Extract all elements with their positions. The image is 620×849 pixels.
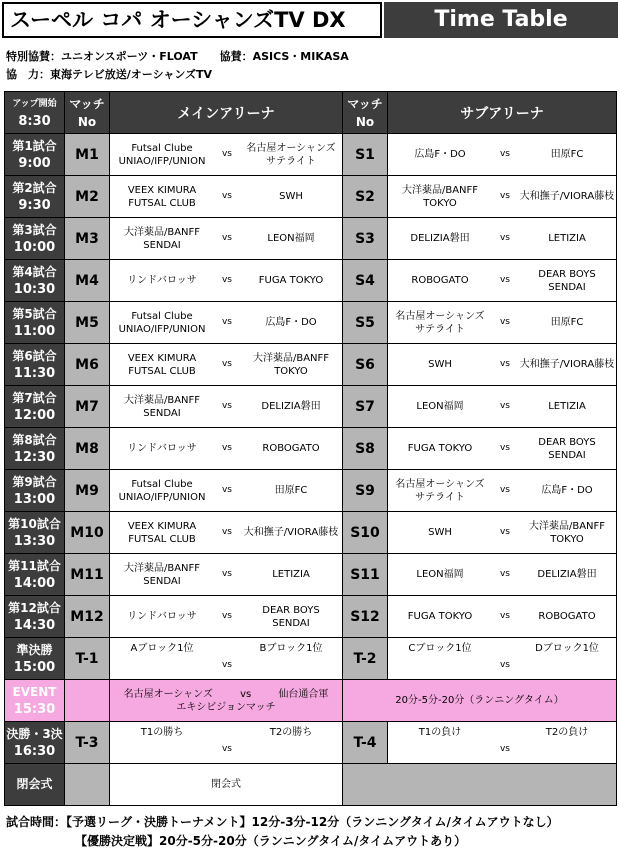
table-row [5,596,617,638]
vs-label: vs [499,275,510,285]
match-time: 9:30 [18,197,51,213]
match-cell [388,638,617,680]
match-label: 決勝・3決 [6,726,63,741]
time-cell [5,134,65,176]
team-b: T2の勝ち [269,727,313,738]
match-cell [110,302,343,344]
match-cell [388,260,617,302]
match-cell [110,596,343,638]
event-sub-cell: 20分-5分-20分（ランニングタイム） [343,680,617,722]
time-cell [5,722,65,764]
team-b: 田原FC [274,485,308,496]
match-pair [388,638,616,679]
match-time: 16:30 [13,743,56,759]
match-cell [110,554,343,596]
match-cell [110,260,343,302]
match-label: 準決勝 [16,642,53,657]
time-table-label: Time Table [384,2,618,38]
table-row [5,176,617,218]
warmup-time: 8:30 [18,113,51,129]
team-a: 大洋薬品/BANFF TOKYO [401,184,479,209]
match-time: 10:00 [13,239,56,255]
match-label: 閉会式 [16,777,53,791]
closing-row [5,764,617,806]
main-match-no: M5 [65,302,110,344]
event-no-cell [65,680,110,722]
team-a: 名古屋オーシャンズ サテライト [395,310,485,335]
time-cell [5,470,65,512]
vs-label: vs [499,401,510,411]
team-b: FUGA TOKYO [258,275,324,286]
vs-label: vs [499,149,510,159]
match-label: 第3試合 [12,222,57,237]
team-b: DELIZIA磐田 [261,401,321,412]
team-b: DEAR BOYS SENDAI [262,604,320,629]
match-cell [110,470,343,512]
time-cell [5,176,65,218]
team-a: SWH [428,527,452,538]
vs-label: vs [221,569,232,579]
match-time: 13:00 [13,491,56,507]
vs-label: vs [499,191,510,201]
match-no-label: マッチ [69,96,105,111]
match-pair [388,386,616,427]
match-label: 第2試合 [12,180,57,195]
event-teams [110,688,342,701]
schedule-table [4,91,617,806]
team-a: DELIZIA磐田 [410,233,470,244]
match-pair [110,554,342,595]
main-match-no: T-1 [65,638,110,680]
table-row [5,134,617,176]
match-time: 9:00 [18,155,51,171]
match-pair [110,512,342,553]
match-pair [110,722,342,763]
match-cell [388,386,617,428]
match-time: 10:30 [13,281,56,297]
team-a: 大洋薬品/BANFF SENDAI [123,226,201,251]
team-b: 広島F・DO [541,485,593,496]
match-pair [110,176,342,217]
team-a: Futsal Clube UNIAO/IFP/UNION [118,310,206,335]
team-a: Futsal Clube UNIAO/IFP/UNION [118,478,206,503]
sub-match-no: S2 [343,176,388,218]
team-b: 広島F・DO [265,317,317,328]
match-cell [388,554,617,596]
vs-label: vs [499,527,510,537]
vs-label: vs [221,359,232,369]
team-a: リンドバロッサ [127,275,197,286]
team-a: T1の勝ち [140,727,184,738]
team-a: 大洋薬品/BANFF SENDAI [123,394,201,419]
time-cell [5,428,65,470]
match-cell [388,512,617,554]
vs-label: vs [499,485,510,495]
match-label: 第5試合 [12,306,57,321]
match-cell [388,722,617,764]
team-a: 大洋薬品/BANFF SENDAI [123,562,201,587]
warmup-label: アップ開始 [12,98,57,109]
match-cell [110,218,343,260]
vs-label: vs [499,317,510,327]
main-match-no: T-3 [65,722,110,764]
main-match-no: M4 [65,260,110,302]
match-time: 14:00 [13,575,56,591]
table-row [5,470,617,512]
team-a: Cブロック1位 [408,643,472,654]
main-match-no: M2 [65,176,110,218]
team-b: LETIZIA [272,569,310,580]
team-b: Dブロック1位 [535,643,599,654]
team-b: 田原FC [550,317,584,328]
table-row [5,638,617,680]
match-cell [388,596,617,638]
main-match-no: M9 [65,470,110,512]
team-a: 広島F・DO [414,149,466,160]
event-match-cell [110,680,343,722]
vs-label: vs [221,233,232,243]
team-a: ROBOGATO [411,275,469,286]
team-b: 大和撫子/VIORA藤枝 [243,527,339,538]
page-title: スーペル コパ オーシャンズTV DX [2,2,382,38]
main-match-no: M3 [65,218,110,260]
sub-match-no: S12 [343,596,388,638]
match-pair [110,596,342,637]
team-a: 名古屋オーシャンズ [123,688,213,700]
time-cell [5,638,65,680]
match-cell [388,302,617,344]
main-arena-header: メインアリーナ [110,92,343,134]
sub-match-no: S9 [343,470,388,512]
team-a: FUGA TOKYO [407,443,473,454]
team-a: Futsal Clube UNIAO/IFP/UNION [118,142,206,167]
match-pair [110,260,342,301]
main-match-no: M8 [65,428,110,470]
vs-label: vs [221,611,232,621]
match-label: 第10試合 [8,516,61,531]
match-cell [388,176,617,218]
match-cell [388,344,617,386]
sub-match-no: T-4 [343,722,388,764]
match-cell [110,134,343,176]
team-a: VEEX KIMURA FUTSAL CLUB [127,520,197,545]
match-pair [110,428,342,469]
team-b: 仙台通合軍 [278,688,329,700]
time-cell [5,554,65,596]
match-cell [388,134,617,176]
match-no-sub: No [355,114,375,129]
vs-label: vs [221,443,232,453]
sub-match-no: S10 [343,512,388,554]
team-b: LEON福岡 [267,233,315,244]
vs-label: vs [221,149,232,159]
team-b: 大和撫子/VIORA藤枝 [519,191,615,202]
match-label: EVENT [12,684,57,699]
team-b: ROBOGATO [538,611,596,622]
sub-match-no: S7 [343,386,388,428]
sub-match-no: S11 [343,554,388,596]
match-time: 14:30 [13,617,56,633]
vs-label: vs [221,191,232,201]
match-label: 第1試合 [12,138,57,153]
match-pair [388,176,616,217]
sub-match-no: S5 [343,302,388,344]
table-row [5,512,617,554]
match-pair [110,344,342,385]
match-cell [388,470,617,512]
team-a: T1の負け [418,727,462,738]
team-b: SWH [279,191,303,202]
match-time: 12:00 [13,407,56,423]
main-match-no: M11 [65,554,110,596]
closing-no-cell [65,764,110,806]
team-b: T2の負け [545,727,589,738]
vs-label: vs [499,359,510,369]
match-pair [388,428,616,469]
team-a: LEON福岡 [416,569,464,580]
match-pair [388,554,616,595]
match-pair [388,470,616,511]
event-desc: エキシビジョンマッチ [176,701,276,713]
table-row [5,218,617,260]
team-b: 大和撫子/VIORA藤枝 [519,359,615,370]
match-pair [388,134,616,175]
team-b: ROBOGATO [262,443,320,454]
match-pair [388,512,616,553]
match-no-header-sub [343,92,388,134]
match-no-sub: No [77,114,97,129]
sub-match-no: T-2 [343,638,388,680]
vs-label: vs [499,744,510,754]
match-cell [110,428,343,470]
event-row [5,680,617,722]
table-row [5,260,617,302]
time-cell [5,386,65,428]
match-time-note: 試合時間：【予選リーグ・決勝トーナメント】12分-3分-12分（ランニングタイム/タイムアウトなし） [6,815,559,829]
team-b: 名古屋オーシャンズ サテライト [246,142,336,167]
table-row [5,554,617,596]
table-row [5,344,617,386]
table-row [5,722,617,764]
match-cell [110,386,343,428]
warmup-cell [5,92,65,134]
vs-label: vs [499,233,510,243]
vs-label: vs [221,744,232,754]
match-pair [110,638,342,679]
time-cell [5,260,65,302]
vs-label: vs [221,527,232,537]
main-match-no: M12 [65,596,110,638]
match-cell [110,344,343,386]
vs-label: vs [499,443,510,453]
team-a: SWH [428,359,452,370]
time-cell [5,512,65,554]
team-a: FUGA TOKYO [407,611,473,622]
time-cell [5,344,65,386]
vs-label: vs [221,660,232,670]
team-a: Aブロック1位 [130,643,194,654]
match-cell [110,176,343,218]
match-pair [388,218,616,259]
team-b: DELIZIA磐田 [537,569,597,580]
vs-label: vs [499,660,510,670]
main-match-no: M1 [65,134,110,176]
sub-match-no: S1 [343,134,388,176]
match-label: 第7試合 [12,390,57,405]
team-a: リンドバロッサ [127,611,197,622]
table-header-row [5,92,617,134]
match-pair [110,386,342,427]
match-pair [110,218,342,259]
match-pair [110,134,342,175]
vs-label: vs [499,611,510,621]
match-time: 13:30 [13,533,56,549]
match-cell [110,722,343,764]
header [0,0,620,40]
closing-empty-cell [343,764,617,806]
team-b: LETIZIA [548,233,586,244]
table-row [5,302,617,344]
match-label: 第4試合 [12,264,57,279]
match-time: 12:30 [13,449,56,465]
match-pair [388,596,616,637]
team-b: DEAR BOYS SENDAI [538,268,596,293]
match-label: 第12試合 [8,600,61,615]
sub-match-no: S4 [343,260,388,302]
team-b: 大洋薬品/BANFF TOKYO [252,352,330,377]
main-match-no: M6 [65,344,110,386]
match-cell [388,428,617,470]
vs-label: vs [221,317,232,327]
closing-ceremony: 閉会式 [110,764,343,806]
sub-match-no: S8 [343,428,388,470]
match-pair [388,302,616,343]
match-time: 11:00 [13,323,56,339]
sub-match-no: S6 [343,344,388,386]
match-no-label: マッチ [347,96,383,111]
vs-label: vs [221,401,232,411]
team-a: リンドバロッサ [127,443,197,454]
match-pair [388,344,616,385]
vs-label: vs [240,688,252,700]
team-a: 名古屋オーシャンズ サテライト [395,478,485,503]
final-time-note: 【優勝決定戦】20分-5分-20分（ランニングタイム/タイムアウトあり） [75,834,467,848]
match-label: 第8試合 [12,432,57,447]
match-label: 第6試合 [12,348,57,363]
match-time: 15:30 [13,701,56,717]
team-b: DEAR BOYS SENDAI [538,436,596,461]
main-match-no: M10 [65,512,110,554]
match-cell [110,512,343,554]
vs-label: vs [221,275,232,285]
cooperation-line: 協 力：東海テレビ放送/オーシャンズTV [6,68,213,81]
table-row [5,428,617,470]
match-pair [110,302,342,343]
team-b: 田原FC [550,149,584,160]
time-cell [5,302,65,344]
match-cell [388,218,617,260]
match-time: 11:30 [13,365,56,381]
main-match-no: M7 [65,386,110,428]
team-b: 大洋薬品/BANFF TOKYO [528,520,606,545]
sub-match-no: S3 [343,218,388,260]
team-a: LEON福岡 [416,401,464,412]
team-b: Bブロック1位 [259,643,323,654]
sub-arena-header: サブアリーナ [388,92,617,134]
time-cell [5,680,65,722]
team-a: VEEX KIMURA FUTSAL CLUB [127,352,197,377]
match-pair [388,722,616,763]
match-pair [388,260,616,301]
table-row [5,386,617,428]
match-label: 第9試合 [12,474,57,489]
sponsor-line: 特別協賛：ユニオンスポーツ・FLOAT 協賛：ASICS・MIKASA [6,50,349,63]
match-pair [110,470,342,511]
time-cell [5,596,65,638]
match-label: 第11試合 [8,558,61,573]
match-no-header [65,92,110,134]
match-time: 15:00 [13,659,56,675]
time-cell [5,764,65,806]
vs-label: vs [221,485,232,495]
match-cell [110,638,343,680]
team-b: LETIZIA [548,401,586,412]
time-cell [5,218,65,260]
vs-label: vs [499,569,510,579]
team-a: VEEX KIMURA FUTSAL CLUB [127,184,197,209]
